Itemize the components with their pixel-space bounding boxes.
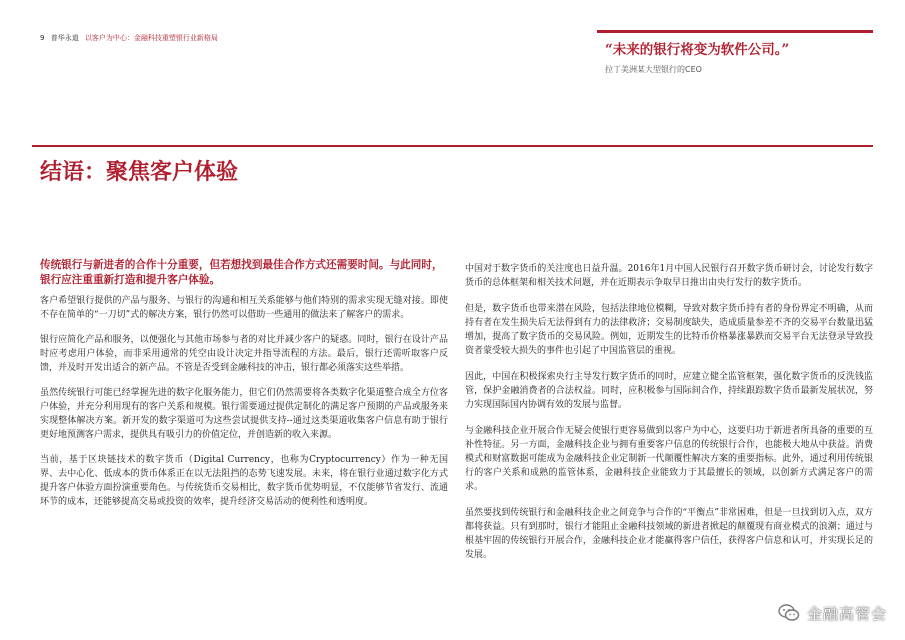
body-paragraph: 虽然传统银行可能已经掌握先进的数字化服务能力，但它们仍然需要将各类数字化渠道整合成全方位客户体验，并充分利用现有的客户关系和规模。银行需要通过提供定制化的满足客户预期的产品或服务来实现整体解决方案。新开发的数字渠道可为这些尝试提供支持--通过这类渠道收集客户信息有助于银行更好地预测客户需求，提供具有吸引力的价值定位，并创造新的收入来源。: [40, 388, 448, 440]
page-title: 结语：聚焦客户体验: [40, 159, 239, 185]
body-paragraph: 银行应简化产品和服务，以便强化与其他市场参与者的对比并减少客户的疑惑。同时，银行在设计产品时应考虑用户体验，而非采用通常的凭空由设计决定并指导流程的方法。最后，银行还需听取客户反馈，并及时开发出适合的新产品。不管是否受到金融科技的冲击，银行都必须落实这些举措。: [40, 335, 448, 373]
body-paragraph: 但是，数字货币也带来潜在风险，包括法律地位模糊，导致对数字货币持有者的身份界定不明确，从而持有者在发生损失后无法得到有力的法律救济；交易制度缺失，造成质量参差不齐的交易平台数量迅猛增加，提高了数字货币的交易风险。例如，近期发生的比特币价格暴涨暴跌而交易平台无法登录导致投资者蒙受较大损失的事件也引起了中国监管层的重视。: [465, 304, 873, 356]
lead-paragraph: 传统银行与新进者的合作十分重要，但若想找到最佳合作方式还需要时间。与此同时，银行应注重重新打造和提升客户体验。: [40, 259, 443, 286]
running-header: [40, 32, 218, 44]
body-paragraph: 客户希望银行提供的产品与服务、与银行的沟通和相互关系能够与他们特别的需求实现无缝对接。即使不存在简单的“一刀切”式的解决方案，银行仍然可以借助一些通用的做法来了解客户的需求。: [40, 296, 448, 320]
body-paragraph: 与金融科技企业开展合作无疑会使银行更容易做到以客户为中心，这要归功于新进者所具备的重要的互补性特征。另一方面，金融科技企业与拥有重要客户信息的传统银行合作，也能极大地从中获益。消费模式和财富数据可能成为金融科技企业定制新一代颠覆性解决方案的重要指标。此外，通过利用传统银行的客户关系和成熟的监管体系，金融科技企业能致力于其最擅长的领域，以创新方式满足客户的需求。: [465, 426, 873, 492]
quote-attribution: 拉丁美洲某大型银行的CEO: [605, 65, 702, 74]
right-column: [465, 262, 873, 574]
brand-name: 普华永道: [50, 34, 79, 42]
page-number: 9: [40, 34, 45, 42]
body-paragraph: 中国对于数字货币的关注度也日益升温。2016年1月中国人民银行召开数字货币研讨会，讨论发行数字货币的总体框架和相关技术问题，并在近期表示争取早日推出由央行发行的数字货币。: [465, 264, 873, 288]
left-column: [40, 258, 448, 520]
wechat-icon: [777, 601, 801, 625]
watermark: [777, 600, 887, 626]
body-paragraph: 虽然要找到传统银行和金融科技企业之间竞争与合作的“平衡点”非常困难，但是一旦找到切入点，双方都将获益。只有到那时，银行才能阻止金融科技领域的新进者掀起的颠覆现有商业模式的浪潮；通过与根基牢固的传统银行开展合作，金融科技企业才能赢得客户信任，获得客户信息和认可，并实现长足的发展。: [465, 508, 873, 560]
pull-quote: “未来的银行将变为软件公司。”: [605, 42, 790, 58]
body-paragraph: 当前，基于区块链技术的数字货币（Digital Currency，也称为Cryptocurrency）作为一种无国界、去中心化、低成本的货币体系正在以无法阻挡的态势飞速发展。未来，将在银行业通过数字化方式提升客户体验方面扮演重要角色。与传统货币交易相比，数字货币优势明显，不仅能够节省发行、流通环节的成本，还能够提高交易或投资的效率，提升经济交易活动的便利性和透明度。: [40, 455, 448, 507]
title-divider: [32, 145, 873, 147]
section-title: 以客户为中心：金融科技重塑银行业新格局: [84, 34, 218, 42]
quote-divider: [597, 30, 873, 33]
watermark-text: 金融高管会: [806, 604, 887, 623]
body-paragraph: 因此，中国在积极探索央行主导发行数字货币的同时，应建立健全监管框架，强化数字货币的反洗钱监管，保护金融消费者的合法权益。同时，应积极参与国际间合作，持续跟踪数字货币最新发展状况，努力实现国际国内协调有效的发展与监督。: [465, 372, 873, 410]
